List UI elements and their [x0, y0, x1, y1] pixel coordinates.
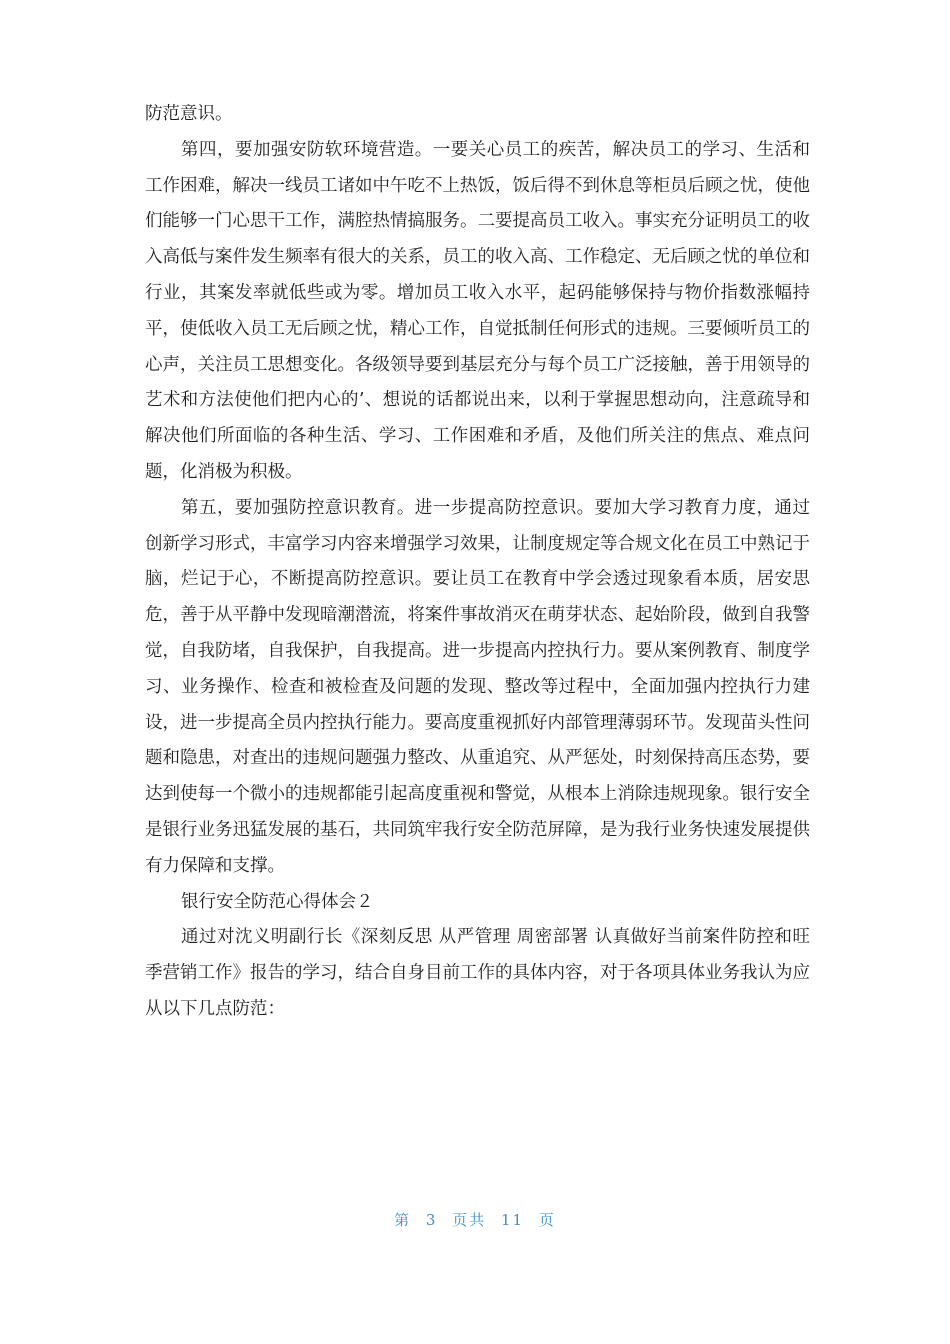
paragraph-fifth: 第五，要加强防控意识教育。进一步提高防控意识。要加大学习教育力度，通过创新学习形式，丰富学习内容来增强学习效果，让制度规定等合规文化在员工中熟记于脑，烂记于心，不断提高防控意识。要让员工在教育中学会透过现象看本质，居安思危，善于从平静中发现暗潮潜流，将案件事故消灭在萌芽状态、起始阶段，做到自我警觉，自我防堵，自我保护，自我提高。进一步提高内控执行力。要从案例教育、制度学习、业务操作、检查和被检查及问题的发现、整改等过程中，全面加强内控执行力建设，进一步提高全员内控执行能力。要高度重视抓好内部管理薄弱环节。发现苗头性问题和隐患，对查出的违规问题强力整改、从重追究、从严惩处，时刻保持高压态势，要达到使每一个微小的违规都能引起高度重视和警觉，从根本上消除违规现象。银行安全是银行业务迅猛发展的基石，共同筑牢我行安全防范屏障，是为我行业务快速发展提供有力保障和支撑。 [145, 497, 810, 876]
page-number-footer: 第 3 页共 11 页 [394, 1211, 556, 1229]
document-body [145, 97, 810, 1028]
section-heading: 银行安全防范心得体会２ [181, 891, 374, 912]
paragraph-intro: 通过对沈义明副行长《深刻反思 从严管理 周密部署 认真做好当前案件防控和旺季营销工作》报告的学习，结合自身目前工作的具体内容，对于各项具体业务我认为应从以下几点防范： [145, 927, 810, 1019]
paragraph-fourth: 第四，要加强安防软环境营造。一要关心员工的疾苦，解决员工的学习、生活和工作困难，解决一线员工诸如中午吃不上热饭，饭后得不到休息等柜员后顾之忧，使他们能够一门心思干工作，满腔热情搞服务。二要提高员工收入。事实充分证明员工的收入高低与案件发生频率有很大的关系，员工的收入高、工作稳定、无后顾之忧的单位和行业，其案发率就低些或为零。增加员工收入水平，起码能够保持与物价指数涨幅持平，使低收入员工无后顾之忧，精心工作，自觉抵制任何形式的违规。三要倾听员工的心声，关注员工思想变化。各级领导要到基层充分与每个员工广泛接触，善于用领导的艺术和方法使他们把内心的’、想说的话都说出来，以利于掌握思想动向，注意疏导和解决他们所面临的各种生活、学习、工作困难和矛盾，及他们所关注的焦点、难点问题，化消极为积极。 [145, 139, 810, 482]
paragraph-continuation: 防范意识。 [145, 104, 233, 124]
